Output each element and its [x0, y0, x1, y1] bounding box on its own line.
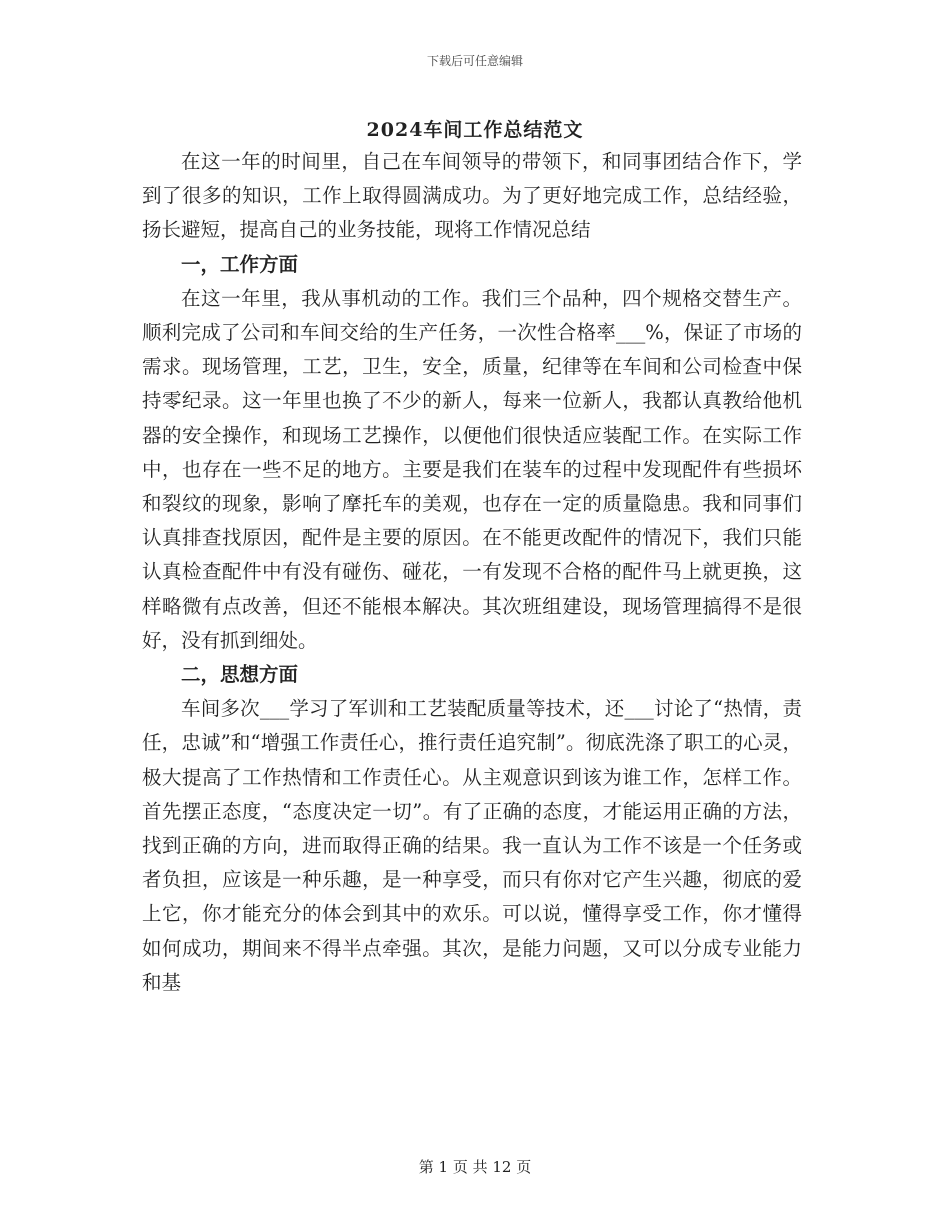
section-body-work: 在这一年里，我从事机动的工作。我们三个品种，四个规格交替生产。顺利完成了公司和车间交给的生产任务，一次性合格率___%，保证了市场的需求。现场管理，工艺，卫生，安全，质量，纪律等在车间和公司检查中保持零纪录。这一年里也换了不少的新人，每来一位新人，我都认真教给他机器的安全操作，和现场工艺操作，以便他们很快适应装配工作。在实际工作中，也存在一些不足的地方。主要是我们在装车的过程中发现配件有些损坏和裂纹的现象，影响了摩托车的美观，也存在一定的质量隐患。我和同事们认真排查找原因，配件是主要的原因。在不能更改配件的情况下，我们只能认真检查配件中有没有碰伤、碰花，一有发现不合格的配件马上就更换，这样略微有点改善，但还不能根本解决。其次班组建设，现场管理搞得不是很好，没有抓到细处。: [142, 286, 802, 652]
page-header-note: 下载后可任意编辑: [426, 54, 523, 68]
document-body: [142, 145, 802, 1000]
page-number: 第 1 页 共 12 页: [418, 1158, 532, 1176]
section-heading-thought: 二，思想方面: [181, 663, 299, 687]
section-heading-work: 一，工作方面: [181, 252, 299, 276]
section-body-thought: 车间多次___学习了军训和工艺装配质量等技术，还___讨论了“热情，责任，忠诚”和“增强工作责任心，推行责任追究制”。彻底洗涤了职工的心灵，极大提高了工作热情和工作责任心。从主观意识到该为谁工作，怎样工作。首先摆正态度，“态度决定一切”。有了正确的态度，才能运用正确的方法，找到正确的方向，进而取得正确的结果。我一直认为工作不该是一个任务或者负担，应该是一种乐趣，是一种享受，而只有你对它产生兴趣，彻底的爱上它，你才能充分的体会到其中的欢乐。可以说，懂得享受工作，你才懂得如何成功，期间来不得半点牵强。其次，是能力问题，又可以分成专业能力和基: [142, 697, 802, 994]
document-title: 2024车间工作总结范文: [366, 119, 584, 141]
intro-paragraph: 在这一年的时间里，自己在车间领导的带领下，和同事团结合作下，学到了很多的知识，工作上取得圆满成功。为了更好地完成工作，总结经验，扬长避短，提高自己的业务技能，现将工作情况总结: [142, 150, 802, 242]
